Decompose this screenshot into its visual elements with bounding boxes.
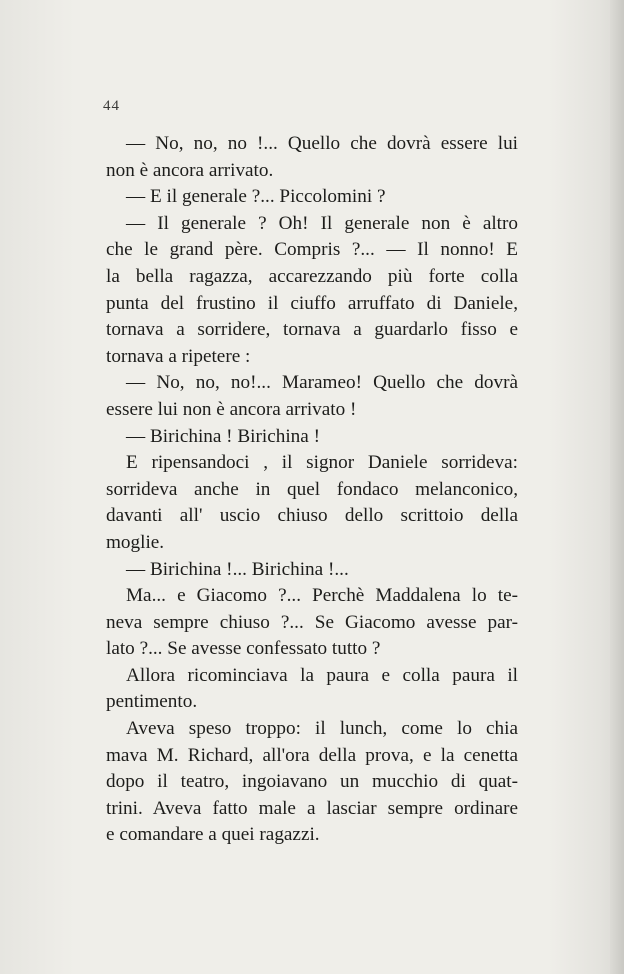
text-line: moglie. bbox=[106, 531, 165, 553]
text-line: — No, no, no !... Quello che dovrà essere lui bbox=[126, 133, 518, 154]
text-line: Allora ricominciava la paura e colla paura il bbox=[126, 664, 518, 686]
text-line: mava M. Richard, all'ora della prova, e la cenetta bbox=[106, 744, 518, 766]
text-line: punta del frustino il ciuffo arruffato di Daniele, bbox=[106, 292, 518, 314]
text-line: — Il generale ? Oh! Il generale non è altro bbox=[126, 212, 518, 234]
text-line: sorrideva anche in quel fondaco melanconico, bbox=[106, 478, 518, 500]
page-edge bbox=[610, 0, 624, 974]
body-text bbox=[106, 131, 518, 849]
text-line: e comandare a quei ragazzi. bbox=[106, 824, 320, 846]
text-line: E ripensandoci , il signor Daniele sorrideva: bbox=[126, 452, 518, 474]
text-line: neva sempre chiuso ?... Se Giacomo avesse par- bbox=[106, 611, 518, 633]
text-line: pentimento. bbox=[106, 691, 198, 713]
text-line: che le grand père. Compris ?... — Il nonno! E bbox=[106, 239, 518, 261]
text-line: trini. Aveva fatto male a lasciar sempre ordinare bbox=[106, 797, 518, 819]
text-line: davanti all' uscio chiuso dello scrittoio della bbox=[106, 505, 518, 527]
text-line: non è ancora arrivato. bbox=[106, 159, 274, 181]
text-line: la bella ragazza, accarezzando più forte colla bbox=[106, 265, 518, 287]
text-line: Aveva speso troppo: il lunch, come lo chia bbox=[126, 718, 518, 740]
page-number: 44 bbox=[103, 98, 120, 114]
text-line: Ma... e Giacomo ?... Perchè Maddalena lo te- bbox=[126, 585, 518, 607]
text-line: — Birichina ! Birichina ! bbox=[126, 425, 320, 447]
text-line: — Birichina !... Birichina !... bbox=[126, 558, 349, 580]
text-line: — No, no, no!... Marameo! Quello che dovrà bbox=[126, 372, 518, 394]
text-line: — E il generale ?... Piccolomini ? bbox=[126, 186, 386, 208]
text-line: tornava a sorridere, tornava a guardarlo fisso e bbox=[106, 319, 518, 341]
text-line: dopo il teatro, ingoiavano un mucchio di quat- bbox=[106, 771, 518, 793]
text-line: essere lui non è ancora arrivato ! bbox=[106, 398, 357, 420]
text-line: tornava a ripetere : bbox=[106, 345, 251, 367]
text-line: lato ?... Se avesse confessato tutto ? bbox=[106, 638, 381, 660]
